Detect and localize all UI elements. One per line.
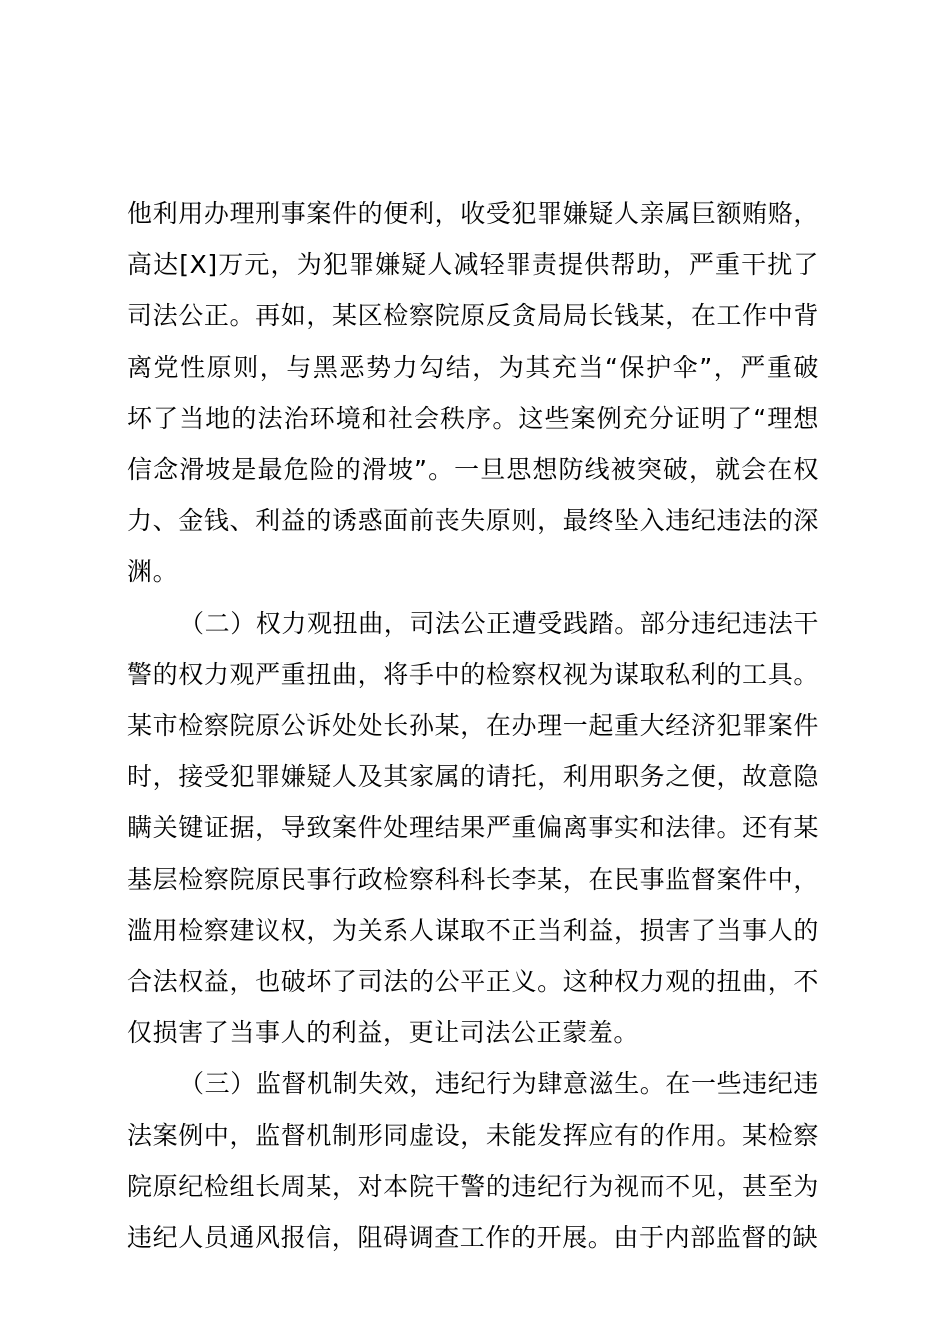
paragraph-section-3: （三）监督机制失效，违纪行为肆意滋生。在一些违纪违法案例中，监督机制形同虚设，未能发挥应有的作用。某检察院原纪检组长周某，对本院干警的违纪行为视而不见，甚至为违纪人员通风报信，阻碍调查工作的开展。由于内部监督的缺 — [127, 1069, 820, 1253]
paragraph-continuation: 他利用办理刑事案件的便利，收受犯罪嫌疑人亲属巨额贿赂，高达[X]万元，为犯罪嫌疑人减轻罪责提供帮助，严重干扰了司法公正。再如，某区检察院原反贪局局长钱某，在工作中背离党性原则，与黑恶势力勾结，为其充当“保护伞”，严重破坏了当地的法治环境和社会秩序。这些案例充分证明了“理想信念滑坡是最危险的滑坡”。一旦思想防线被突破，就会在权力、金钱、利益的诱惑面前丧失原则，最终坠入违纪违法的深渊。 — [127, 199, 819, 587]
paragraph-section-2: （二）权力观扭曲，司法公正遭受践踏。部分违纪违法干警的权力观严重扭曲，将手中的检察权视为谋取私利的工具。某市检察院原公诉处处长孙某，在办理一起重大经济犯罪案件时，接受犯罪嫌疑人及其家属的请托，利用职务之便，故意隐瞒关键证据，导致案件处理结果严重偏离事实和法律。还有某基层检察院原民事行政检察科科长李某，在民事监督案件中，滥用检察建议权，为关系人谋取不正当利益，损害了当事人的合法权益，也破坏了司法的公平正义。这种权力观的扭曲，不仅损害了当事人的利益，更让司法公正蒙羞。 — [127, 608, 820, 1048]
document-body — [127, 188, 819, 1263]
